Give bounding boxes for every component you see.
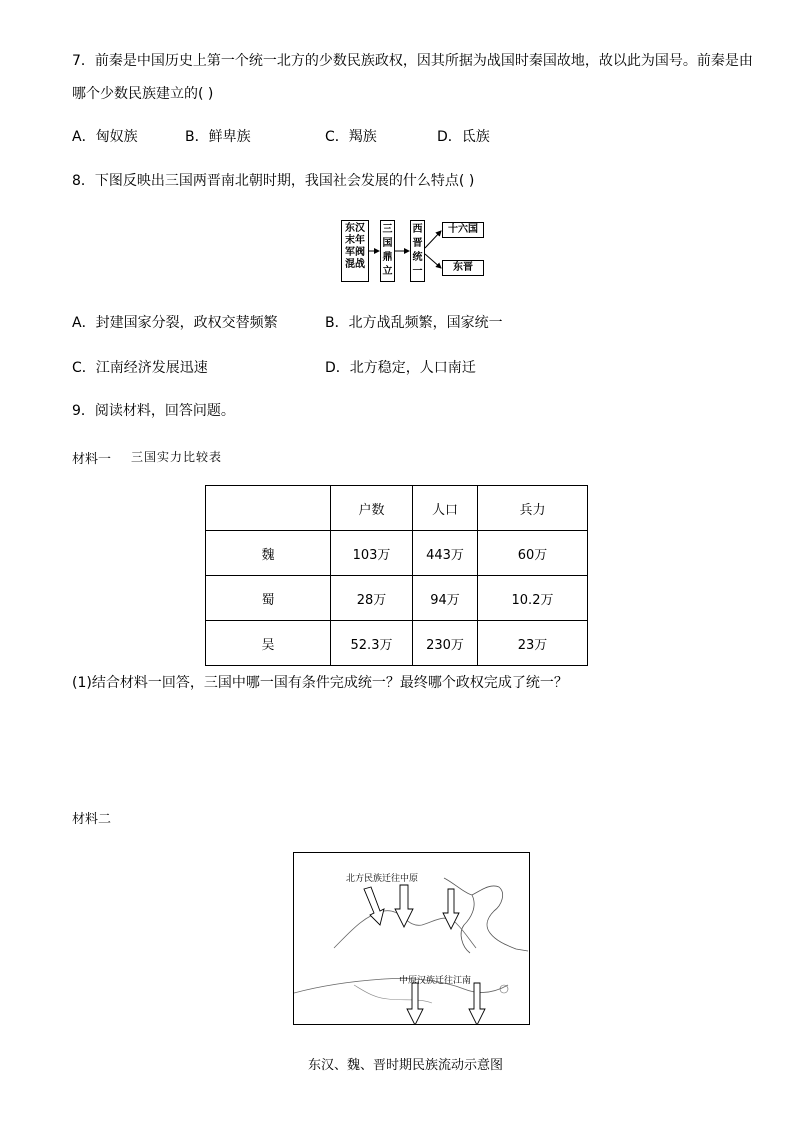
table-header-cell [206, 486, 331, 531]
flow-box-eastern-jin: 东晋 [442, 260, 484, 276]
arrow-down-icon [395, 885, 413, 927]
material1-title: 三国实力比较表 [131, 450, 223, 464]
table-row [206, 621, 588, 666]
q8-option-b[interactable]: B．北方战乱频繁，国家统一 [325, 315, 503, 331]
q9-sub-question-1: (1)结合材料一回答，三国中哪一国有条件完成统一？最终哪个政权完成了统一？ [72, 675, 568, 691]
q8-option-d[interactable]: D．北方稳定，人口南迁 [325, 360, 476, 376]
table-cell: 10.2万 [478, 576, 588, 621]
q7-option-b[interactable]: B．鲜卑族 [185, 129, 251, 145]
arrow-down-icon [443, 889, 459, 929]
q7-option-d[interactable]: D．氐族 [437, 129, 490, 145]
flow-box-eastern-han: 东汉 末年 军阀 混战 [341, 220, 369, 282]
q8-option-a[interactable]: A．封建国家分裂，政权交替频繁 [72, 315, 278, 331]
map-label-north: 北方民族迁往中原 [346, 874, 419, 884]
material2-label: 材料二 [72, 812, 112, 827]
q7-option-a[interactable]: A．匈奴族 [72, 129, 138, 145]
table-header-cell: 兵力 [478, 486, 588, 531]
river-branch [354, 985, 432, 1003]
q7-stem-line1: 7．前秦是中国历史上第一个统一北方的少数民族政权，因其所据为战国时秦国故地，故以此为国号。前秦是由 [72, 53, 753, 69]
table-cell: 52.3万 [331, 621, 413, 666]
flow-arrows [369, 220, 444, 282]
arrow-down-icon [407, 983, 423, 1024]
table-cell: 230万 [413, 621, 478, 666]
table-cell: 23万 [478, 621, 588, 666]
migration-map [293, 852, 530, 1025]
flow-box-sixteen-kingdoms: 十六国 [442, 222, 484, 238]
table-cell: 魏 [206, 531, 331, 576]
arrow-up-right-icon [425, 231, 441, 248]
lake [500, 985, 508, 993]
table-row [206, 576, 588, 621]
three-kingdoms-table [205, 485, 588, 666]
arrow-down-right-icon [425, 254, 441, 268]
arrow-down-icon [364, 887, 384, 925]
table-cell: 蜀 [206, 576, 331, 621]
table-cell: 28万 [331, 576, 413, 621]
map-caption: 东汉、魏、晋时期民族流动示意图 [308, 1058, 504, 1073]
table-cell: 吴 [206, 621, 331, 666]
table-header-row [206, 486, 588, 531]
table-cell: 60万 [478, 531, 588, 576]
q8-stem: 8．下图反映出三国两晋南北朝时期，我国社会发展的什么特点( ) [72, 173, 475, 189]
table-header-cell: 户数 [331, 486, 413, 531]
map-label-south: 中原汉族迁往江南 [399, 976, 472, 986]
table-row [206, 531, 588, 576]
flow-box-western-jin: 西 晋 统 一 [410, 220, 425, 282]
q7-stem-line2: 哪个少数民族建立的( ) [72, 86, 214, 102]
table-header-cell: 人口 [413, 486, 478, 531]
q8-option-c[interactable]: C．江南经济发展迅速 [72, 360, 208, 376]
table-cell: 94万 [413, 576, 478, 621]
q9-stem: 9．阅读材料，回答问题。 [72, 403, 235, 419]
q7-option-c[interactable]: C．羯族 [325, 129, 377, 145]
material1-label: 材料一 [72, 452, 112, 467]
arrow-down-icon [469, 983, 485, 1024]
table-cell: 103万 [331, 531, 413, 576]
table-cell: 443万 [413, 531, 478, 576]
coastline-inner [461, 895, 474, 953]
flow-box-three-kingdoms: 三 国 鼎 立 [380, 220, 395, 282]
